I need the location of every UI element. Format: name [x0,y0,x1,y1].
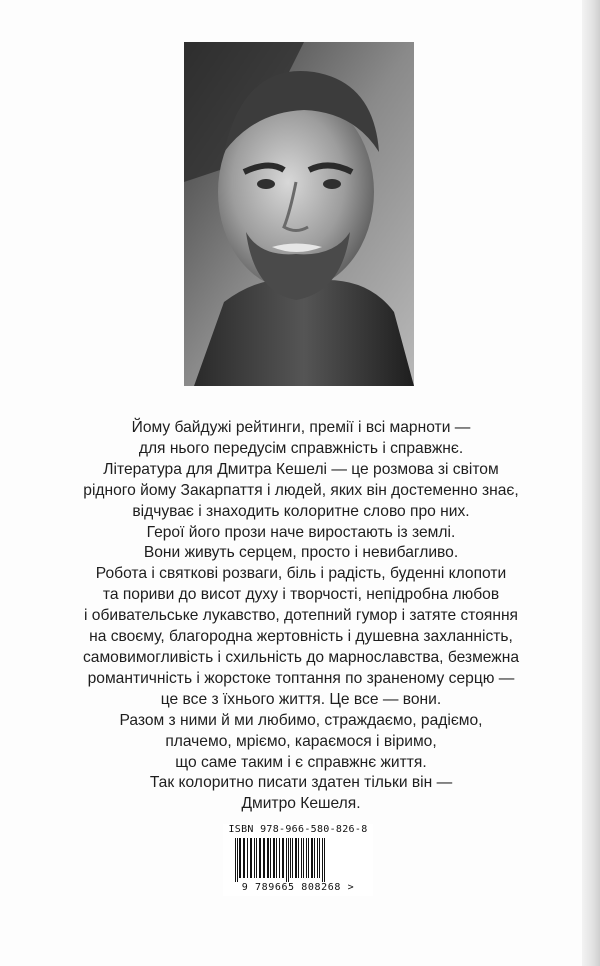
blurb-line: Вони живуть серцем, просто і невибагливо. [143,544,459,562]
blurb-line: що саме таким і є справжнє життя. [175,753,427,771]
blurb-line: Разом з ними й ми любимо, страждаємо, радіємо, [119,711,483,729]
barcode-bars [223,838,373,882]
back-cover-blurb [40,418,562,815]
barcode-bar [301,838,302,878]
blurb-line: та пориви до висот духу і творчості, непідробна любов [102,586,500,604]
barcode-bar [295,838,297,878]
barcode-bar [254,838,255,878]
blurb-line: плачемо, мріємо, караємося і віримо, [165,732,437,750]
barcode-bar [298,838,299,878]
blurb-line: на своєму, благородна жертовність і душевна захланність, [89,628,513,646]
blurb-line: Герої його прози наче виростають із землі. [146,523,456,541]
barcode-bar [273,838,275,878]
barcode-bar [259,838,261,878]
blurb-line: Так колоритно писати здатен тільки він — [149,774,453,792]
barcode-bar [306,838,307,878]
barcode-bar [250,838,252,878]
barcode-digits: 9 789665 808268 > [241,882,355,893]
barcode-bar [237,838,238,882]
barcode-bar [317,838,318,878]
barcode-bar [267,838,269,878]
blurb-line: відчуває і знаходить колоритне слово про них. [132,502,470,520]
book-spine-edge [582,0,600,966]
barcode-bar [303,838,304,878]
barcode-bar [239,838,241,878]
barcode-bar [311,838,313,878]
blurb-line: Література для Дмитра Кешелі — це розмова зі світом [103,460,499,478]
author-portrait-photo [184,42,414,386]
barcode-bar [324,838,325,882]
barcode-bar [308,838,309,878]
barcode-bar [270,838,271,878]
barcode-bar [256,838,257,878]
barcode-bar [235,838,236,882]
blurb-line: Робота і святкові розваги, біль і радість, буденні клопоти [95,565,507,583]
barcode-bar [247,838,248,878]
blurb-line: і обивательське лукавство, дотепний гумор і затяте стояння [83,607,518,625]
blurb-line: це все з їхнього життя. Це все — вони. [160,690,442,708]
blurb-line: Йому байдужі рейтинги, премії і всі марноти — [131,419,471,436]
blurb-line: Дмитро Кешеля. [241,795,361,813]
barcode-bar [276,838,277,878]
barcode-bar [319,838,320,878]
blurb-line: для нього передусім справжність і справжнє. [138,439,464,457]
blurb-line: самовимогливість і схильність до марнославства, безмежна [82,648,520,666]
barcode-bar [322,838,323,882]
barcode-bar [243,838,245,878]
author-portrait [184,42,414,386]
barcode-bar [286,838,287,882]
barcode-bar [279,838,280,878]
isbn-label: ISBN 978-966-580-826-8 [228,824,368,835]
barcode-bar [288,838,289,882]
barcode-bar [263,838,265,878]
barcode-bar [290,838,291,878]
blurb-line: романтичність і жорстоке топтання по зраненому серцю — [87,669,515,687]
barcode-bar [282,838,284,878]
barcode-bar [314,838,315,878]
barcode-bar [292,838,293,878]
blurb-line: рідного йому Закарпаття і людей, яких він достеменно знає, [83,481,519,499]
isbn-barcode [223,824,373,896]
